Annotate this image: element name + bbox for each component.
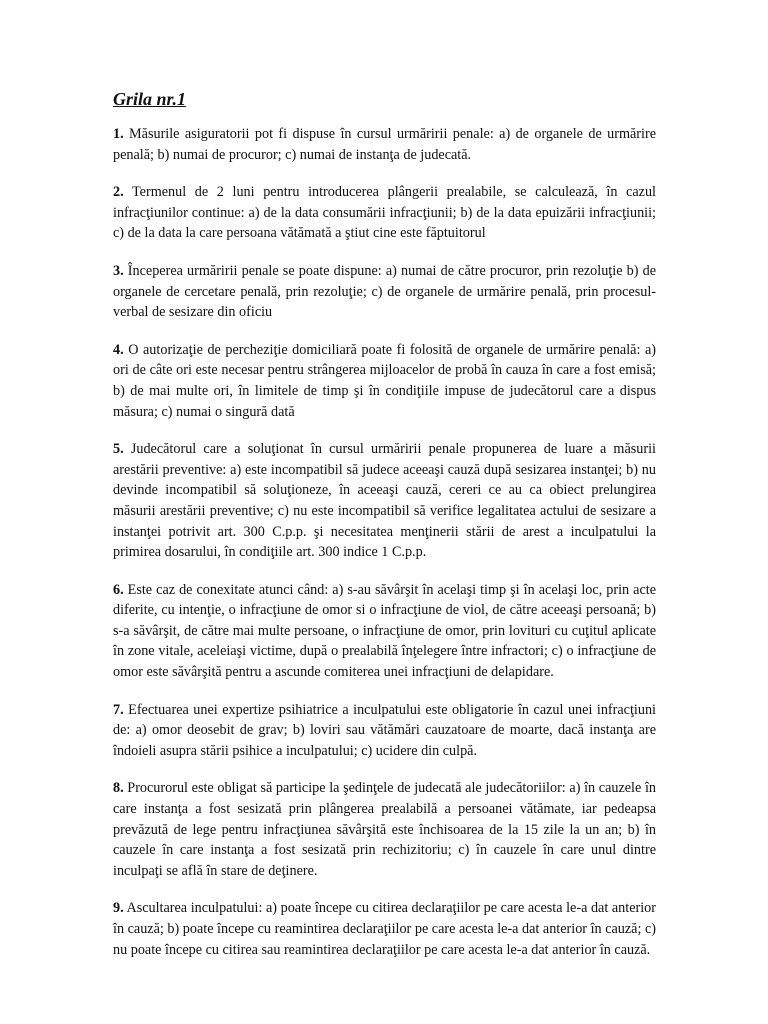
question-5 <box>113 439 656 563</box>
question-text: Procurorul este obligat să participe la şedinţele de judecată ale judecătoriilor: a) în cauzele în care instanţa a fost sesizată prin plângerea prealabilă a persoanei vătămate, iar pedeapsa prevăzută de lege pentru infracţiunea săvârşită este închisoarea de la 15 zile la un an; b) în cauzele în care instanţa a fost sesizată prin rechizitoriu; c) în cauzele în care unul dintre inculpaţi se află în stare de deţinere. <box>113 780 656 879</box>
document-title: Grila nr.1 <box>113 89 187 109</box>
question-2 <box>113 182 656 244</box>
question-number: 6. <box>113 581 124 598</box>
question-4 <box>113 340 656 422</box>
question-text: Ascultarea inculpatului: a) poate începe cu citirea declaraţiilor pe care acesta le-a dat anterior în cauză; b) poate începe cu reamintirea declaraţiilor pe care acesta le-a dat anterior în cauză; c) nu poate începe cu citirea sau reamintirea declaraţiilor pe care acesta le-a dat anterior în cauză. <box>113 900 656 958</box>
question-6 <box>113 580 656 683</box>
question-9 <box>113 898 656 960</box>
question-number: 7. <box>113 701 124 718</box>
question-text: Judecătorul care a soluţionat în cursul urmăririi penale propunerea de luare a măsurii arestării preventive: a) este incompatibil să judece aceeaşi cauză după sesizarea instanţei; b) nu devinde incompatibil să soluţioneze, în aceeaşi cauză, cereri ce au ca obiect prelungirea măsurii arestării preventive; c) nu este incompatibil să verifice legalitatea actului de sesizare a instanţei potrivit art. 300 C.p.p. şi necesitatea menţinerii stării de arest a inculpatului la primirea dosarului, în condiţiile art. 300 indice 1 C.p.p. <box>113 441 656 561</box>
question-number: 9. <box>113 900 124 917</box>
question-number: 5. <box>113 441 124 458</box>
question-text: Este caz de conexitate atunci când: a) s-au săvârşit în acelaşi timp şi în acelaşi loc, prin acte diferite, cu intenţie, o infracţiune de omor si o infracţiune de viol, de către aceeaşi persoană; b) s-a săvârşit, de către mai multe persoane, o infracţiune de omor, prin lovituri cu cuţitul aplicate în zone vitale, aceleiaşi victime, după o prealabilă înţelegere între infractori; c) o infracţiune de omor este săvârşită pentru a ascunde comiterea unei infracţiuni de delapidare. <box>113 581 656 681</box>
question-number: 8. <box>113 780 124 797</box>
question-text: Efectuarea unei expertize psihiatrice a inculpatului este obligatorie în cazul unei infracţiuni de: a) omor deosebit de grav; b) loviri sau vătămări cauzatoare de moarte, dacă instanţa are îndoieli asupra stării psihice a inculpatului; c) ucidere din culpă. <box>113 701 656 759</box>
question-text: Măsurile asiguratorii pot fi dispuse în cursul urmăririi penale: a) de organele de urmărire penală; b) numai de procuror; c) numai de instanţa de judecată. <box>113 126 656 163</box>
question-number: 4. <box>113 341 124 358</box>
question-number: 1. <box>113 126 124 142</box>
question-text: O autorizaţie de percheziţie domiciliară poate fi folosită de organele de urmărire penală: a) ori de câte ori este necesar pentru strângerea mijloacelor de probă în cauza în care a fost emisă; b) de mai multe ori, în limitele de timp şi în condiţiile impuse de judecătorul care a dispus măsura; c) numai o singură dată <box>113 341 656 420</box>
question-1 <box>113 124 656 165</box>
question-number: 3. <box>113 262 124 279</box>
question-number: 2. <box>113 184 124 201</box>
document-page <box>113 88 656 977</box>
question-text: Începerea urmăririi penale se poate dispune: a) numai de către procuror, prin rezoluţie b) de organele de cercetare penală, prin rezoluţie; c) de organele de urmărire penală, prin procesul-verbal de sesizare din oficiu <box>113 262 656 321</box>
question-text: Termenul de 2 luni pentru introducerea plângerii prealabile, se calculează, în cazul infracţiunilor continue: a) de la data consumării infracţiunii; b) de la data epuizării infracţiunii; c) de la data la care persoana vătămată a ştiut cine este făptuitorul <box>113 184 656 242</box>
question-8 <box>113 778 656 881</box>
question-3 <box>113 261 656 323</box>
question-7 <box>113 700 656 762</box>
